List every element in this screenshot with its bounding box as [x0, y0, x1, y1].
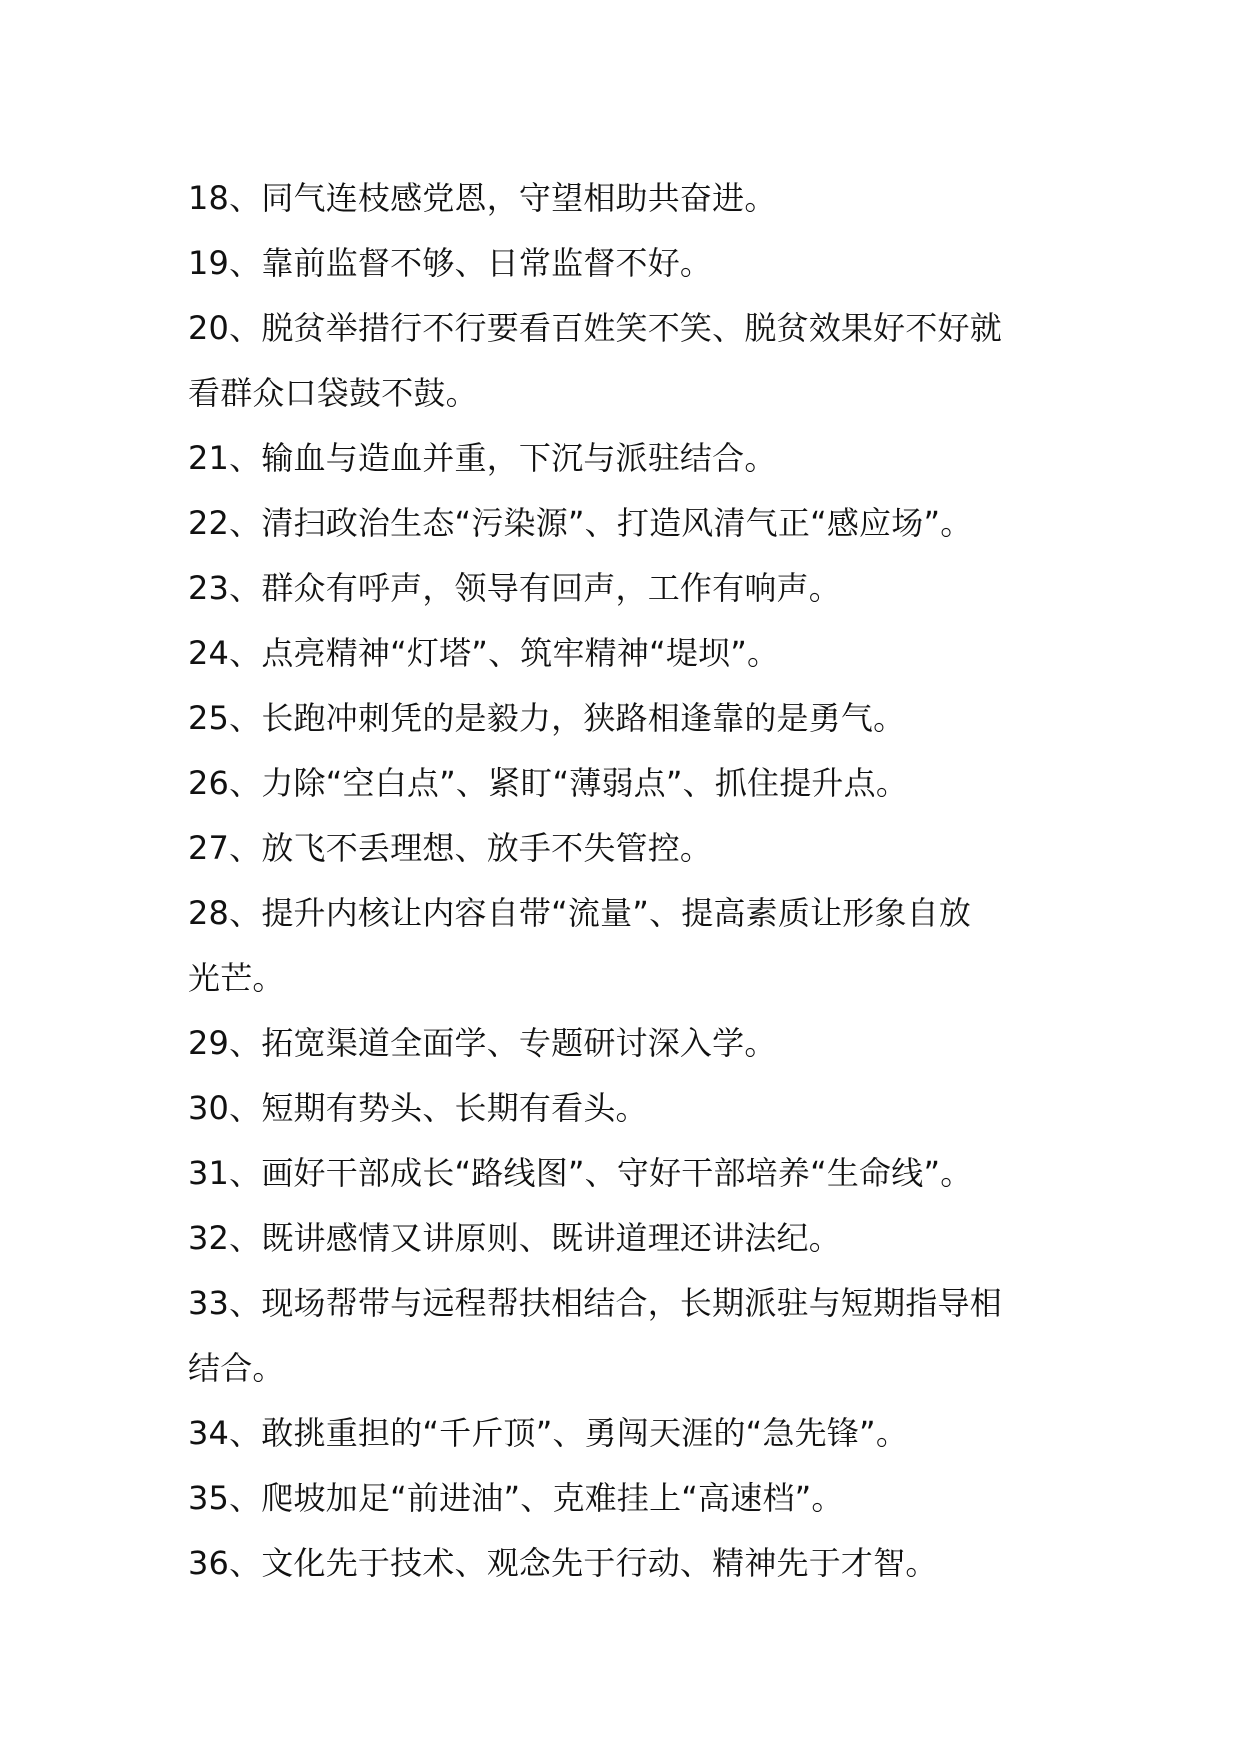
- text-line: 26、力除“空白点”、紧盯“薄弱点”、抓住提升点。: [188, 764, 909, 802]
- text-line: 36、文化先于技术、观念先于行动、精神先于才智。: [188, 1544, 938, 1582]
- text-line: 27、放飞不丢理想、放手不失管控。: [188, 829, 713, 867]
- text-line: 光芒。: [188, 959, 285, 997]
- text-line: 18、同气连枝感党恩，守望相助共奋进。: [188, 179, 777, 217]
- document-body: [188, 166, 1058, 1596]
- text-line: 32、既讲感情又讲原则、既讲道理还讲法纪。: [188, 1219, 841, 1257]
- text-line: 28、提升内核让内容自带“流量”、提高素质让形象自放: [188, 894, 972, 932]
- text-line: 21、输血与造血并重，下沉与派驻结合。: [188, 439, 777, 477]
- text-line: 看群众口袋鼓不鼓。: [188, 374, 478, 412]
- text-line: 34、敢挑重担的“千斤顶”、勇闯天涯的“急先锋”。: [188, 1414, 909, 1452]
- text-line: 30、短期有势头、长期有看头。: [188, 1089, 648, 1127]
- text-line: 25、长跑冲刺凭的是毅力，狭路相逢靠的是勇气。: [188, 699, 906, 737]
- text-line: 31、画好干部成长“路线图”、守好干部培养“生命线”。: [188, 1154, 973, 1192]
- text-line: 29、拓宽渠道全面学、专题研讨深入学。: [188, 1024, 777, 1062]
- text-line: 35、爬坡加足“前进油”、克难挂上“高速档”。: [188, 1479, 844, 1517]
- text-line: 结合。: [188, 1349, 285, 1387]
- text-line: 19、靠前监督不够、日常监督不好。: [188, 244, 713, 282]
- text-line: 23、群众有呼声，领导有回声，工作有响声。: [188, 569, 841, 607]
- text-line: 33、现场帮带与远程帮扶相结合，长期派驻与短期指导相: [188, 1284, 1002, 1322]
- text-line: 22、清扫政治生态“污染源”、打造风清气正“感应场”。: [188, 504, 973, 542]
- text-line: 20、脱贫举措行不行要看百姓笑不笑、脱贫效果好不好就: [188, 309, 1002, 347]
- text-line: 24、点亮精神“灯塔”、筑牢精神“堤坝”。: [188, 634, 780, 672]
